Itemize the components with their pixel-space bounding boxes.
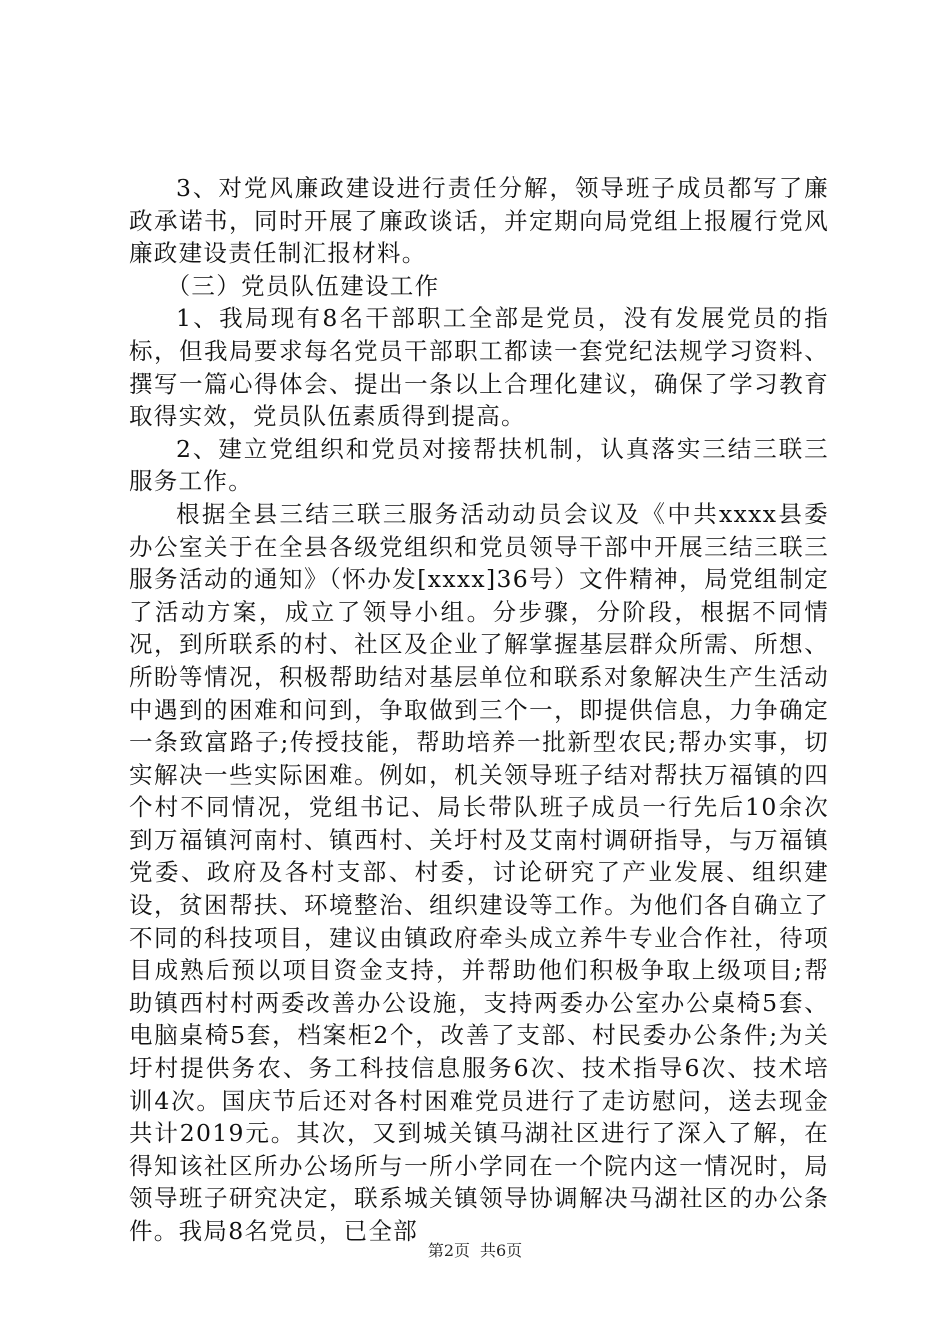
page-total: 共6页 (480, 1241, 523, 1260)
page-number: 第2页 (427, 1241, 470, 1260)
paragraph-party-members: 1、我局现有8名干部职工全部是党员，没有发展党员的指标，但我局要求每名党员干部职工都读一套党纪法规学习资料、撰写一篇心得体会、提出一条以上合理化建议，确保了学习教育取得实效，党员队伍素质得到提高。 (129, 304, 829, 431)
paragraph-responsibility-breakdown: 3、对党风廉政建设进行责任分解，领导班子成员都写了廉政承诺书，同时开展了廉政谈话，并定期向局党组上报履行党风廉政建设责任制汇报材料。 (129, 174, 829, 268)
paragraph-assistance-mechanism: 2、建立党组织和党员对接帮扶机制，认真落实三结三联三服务工作。 (129, 434, 829, 496)
paragraph-activity-details: 根据全县三结三联三服务活动动员会议及《中共xxxx县委办公室关于在全县各级党组织和党员领导干部中开展三结三联三服务活动的通知》（怀办发[xxxx]36号）文件精神，局党组制定了活动方案，成立了领导小组。分步骤，分阶段，根据不同情况，到所联系的村、社区及企业了解掌握基层群众所需、所想、所盼等情况，积极帮助结对基层单位和联系对象解决生产生活动中遇到的困难和问到，争取做到三个一，即提供信息，力争确定一条致富路子;传授技能，帮助培养一批新型农民;帮办实事，切实解决一些实际困难。例如，机关领导班子结对帮扶万福镇的四个村不同情况，党组书记、局长带队班子成员一行先后10余次到万福镇河南村、镇西村、关圩村及艾南村调研指导，与万福镇党委、政府及各村支部、村委，讨论研究了产业发展、组织建设，贫困帮扶、环境整治、组织建设等工作。为他们各自确立了不同的科技项目，建议由镇政府牵头成立养牛专业合作社，待项目成熟后预以项目资金支持，并帮助他们积极争取上级项目;帮助镇西村村两委改善办公设施，支持两委办公室办公桌椅5套、电脑桌椅5套，档案柜2个，改善了支部、村民委办公条件;为关圩村提供务农、务工科技信息服务6次、技术指导6次、技术培训4次。国庆节后还对各村困难党员进行了走访慰问，送去现金共计2019元。其次，又到城关镇马湖社区进行了深入了解，在得知该社区所办公场所与一所小学同在一个院内这一情况时，局领导班子研究决定，联系城关镇领导协调解决马湖社区的办公条件。我局8名党员，已全部 (129, 499, 829, 1245)
document-body (129, 172, 829, 1248)
page-footer (0, 1241, 950, 1261)
section-heading-party-team: （三）党员队伍建设工作 (166, 271, 440, 300)
